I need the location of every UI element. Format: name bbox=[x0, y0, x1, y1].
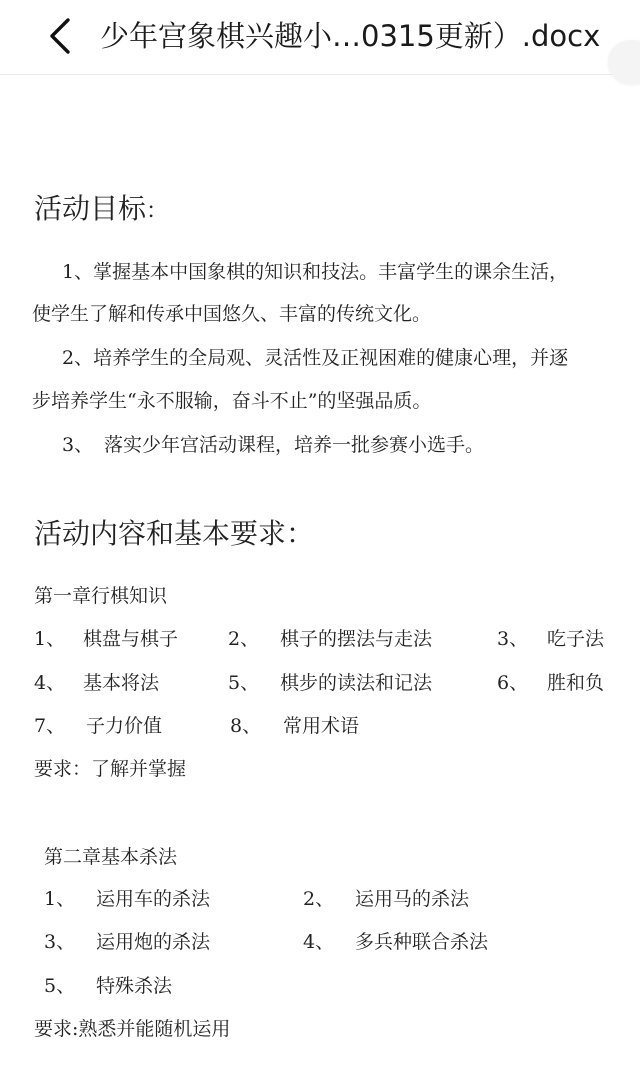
back-button[interactable] bbox=[40, 14, 80, 58]
list-item-number: 2、 bbox=[228, 628, 260, 650]
chevron-left-icon bbox=[47, 17, 73, 55]
chapter-1-requirement: 要求：了解并掌握 bbox=[34, 758, 187, 780]
list-item-number: 4、 bbox=[34, 672, 66, 694]
list-item: 吃子法 bbox=[547, 628, 605, 650]
list-item: 运用炮的杀法 bbox=[96, 931, 211, 953]
list-item: 基本将法 bbox=[83, 672, 160, 694]
list-item: 棋子的摆法与走法 bbox=[280, 628, 433, 650]
list-item-number: 3、 bbox=[497, 628, 529, 650]
list-item-number: 7、 bbox=[34, 715, 66, 737]
section-heading-goals bbox=[34, 187, 168, 227]
chapter-2-requirement: 要求:熟悉并能随机运用 bbox=[34, 1018, 231, 1040]
list-item-number: 2、 bbox=[303, 888, 335, 910]
list-item-number: 5、 bbox=[228, 672, 260, 694]
list-item: 棋盘与棋子 bbox=[83, 628, 179, 650]
goal-3-number: 3、 bbox=[62, 434, 94, 456]
list-item-number: 3、 bbox=[44, 931, 76, 953]
section-heading-text: 活动目标 bbox=[34, 192, 147, 225]
list-item: 运用马的杀法 bbox=[355, 888, 470, 910]
document-title: 少年宫象棋兴趣小…0315更新）.docx bbox=[100, 19, 601, 53]
list-item-number: 8、 bbox=[230, 715, 262, 737]
list-item: 常用术语 bbox=[283, 715, 360, 737]
document-page bbox=[0, 74, 640, 1070]
list-item: 特殊杀法 bbox=[96, 975, 173, 997]
list-item-number: 5、 bbox=[44, 975, 76, 997]
list-item: 子力价值 bbox=[86, 715, 163, 737]
list-item-number: 4、 bbox=[303, 931, 335, 953]
goal-3-text: 落实少年宫活动课程，培养一批参赛小选手。 bbox=[104, 434, 485, 456]
chapter-1-title: 第一章行棋知识 bbox=[34, 585, 168, 607]
list-item-number: 6、 bbox=[497, 672, 529, 694]
goal-1-line-2: 使学生了解和传承中国悠久、丰富的传统文化。 bbox=[32, 303, 432, 325]
list-item: 棋步的读法和记法 bbox=[280, 672, 433, 694]
list-item-number: 1、 bbox=[34, 628, 66, 650]
section-heading-content: 活动内容和基本要求： bbox=[34, 517, 315, 550]
chapter-2-title: 第二章基本杀法 bbox=[44, 846, 178, 868]
goal-2-line-2: 步培养学生“永不服输，奋斗不止”的坚强品质。 bbox=[32, 390, 432, 412]
list-item-number: 1、 bbox=[44, 888, 76, 910]
list-item: 胜和负 bbox=[547, 672, 605, 694]
section-heading-colon: ： bbox=[146, 199, 169, 224]
top-bar bbox=[0, 0, 640, 75]
list-item: 运用车的杀法 bbox=[96, 888, 211, 910]
goal-2-line-1: 2、培养学生的全局观、灵活性及正视困难的健康心理，并逐 bbox=[62, 347, 569, 369]
list-item: 多兵种联合杀法 bbox=[355, 931, 489, 953]
goal-1-line-1: 1、掌握基本中国象棋的知识和技法。丰富学生的课余生活， bbox=[62, 261, 569, 283]
